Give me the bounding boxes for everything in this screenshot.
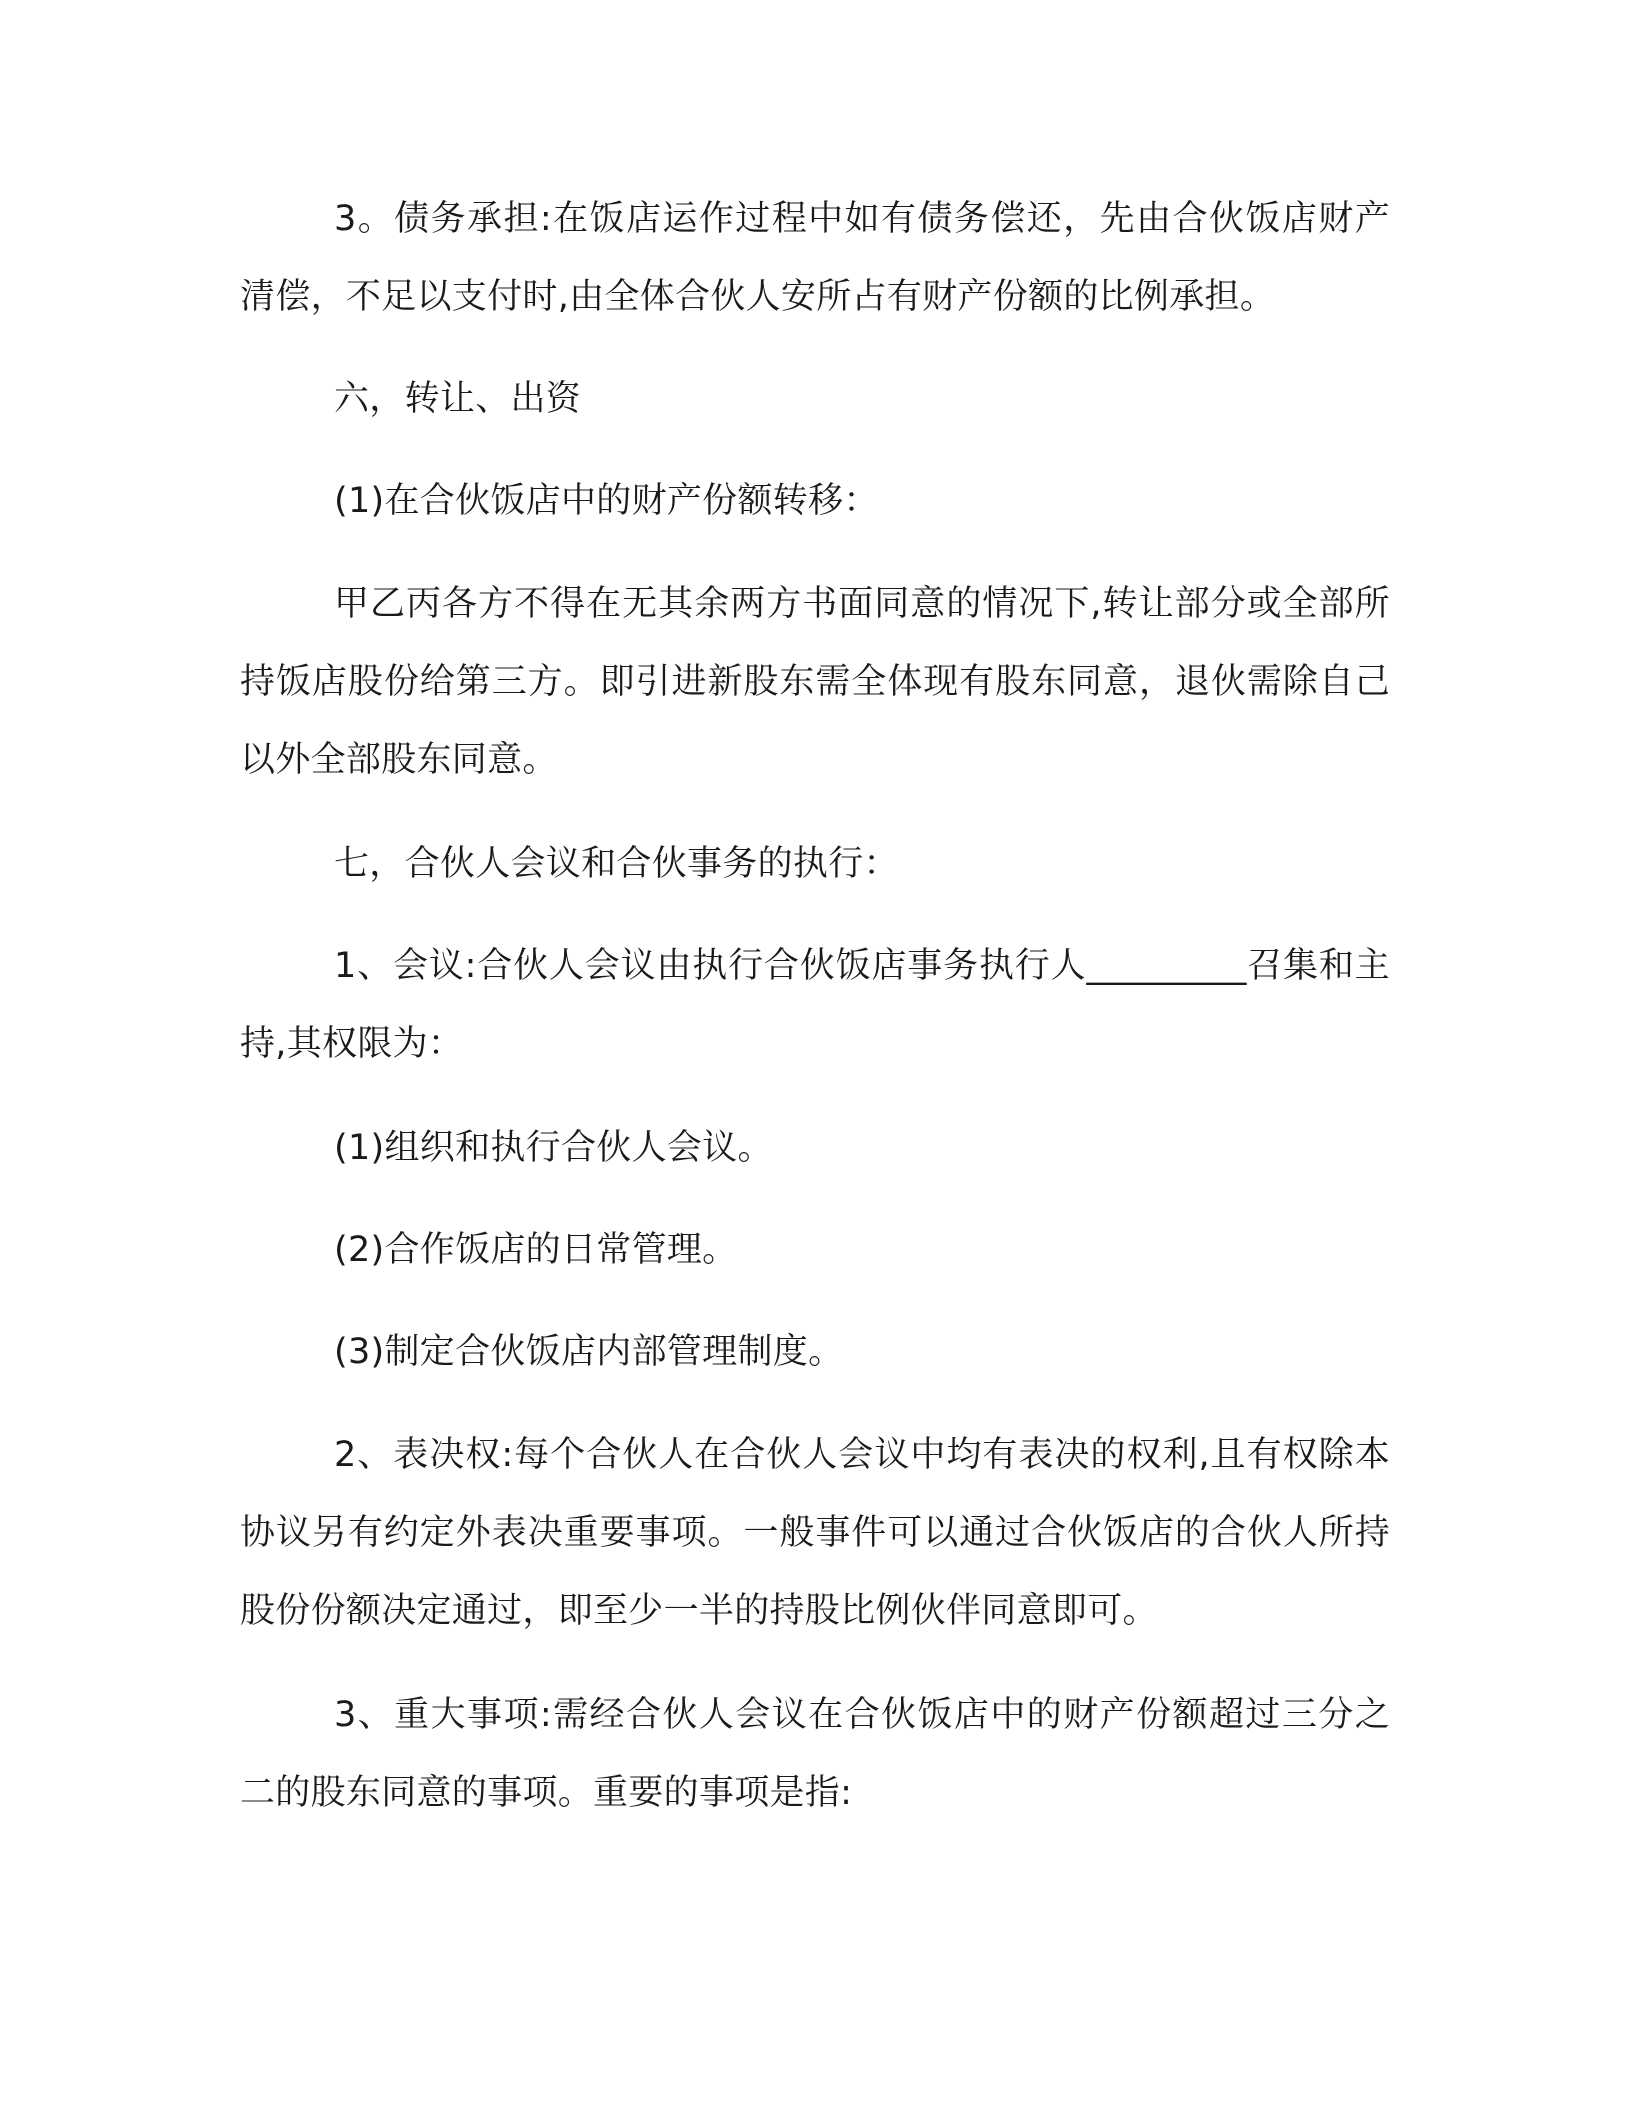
list-item-daily-management: (2)合作饭店的日常管理。 <box>334 1230 738 1270</box>
paragraph-debt-liability: 3。债务承担:在饭店运作过程中如有债务偿还，先由合伙饭店财产清偿，不足以支付时,由全体合伙人安所占有财产份额的比例承担。 <box>240 199 1390 317</box>
list-item-organize-meeting: (1)组织和执行合伙人会议。 <box>334 1128 773 1168</box>
heading-transfer-contribution: 六，转让、出资 <box>334 379 582 419</box>
paragraph-voting-rights: 2、表决权:每个合伙人在合伙人会议中均有表决的权利,且有权除本协议另有约定外表决重要事项。一般事件可以通过合伙饭店的合伙人所持股份份额决定通过，即至少一半的持股比例伙伴同意即可。 <box>240 1435 1390 1631</box>
subheading-share-transfer: (1)在合伙饭店中的财产份额转移： <box>334 481 879 521</box>
heading-partner-meeting: 七，合伙人会议和合伙事务的执行： <box>334 844 899 884</box>
paragraph-meeting: 1、会议:合伙人会议由执行合伙饭店事务执行人_________召集和主持,其权限为： <box>240 946 1390 1064</box>
paragraph-major-matters: 3、重大事项:需经合伙人会议在合伙饭店中的财产份额超过三分之二的股东同意的事项。重要的事项是指: <box>240 1695 1390 1813</box>
list-item-internal-rules: (3)制定合伙饭店内部管理制度。 <box>334 1332 844 1372</box>
paragraph-transfer-consent: 甲乙丙各方不得在无其余两方书面同意的情况下,转让部分或全部所持饭店股份给第三方。即引进新股东需全体现有股东同意，退伙需除自己以外全部股东同意。 <box>240 584 1390 780</box>
